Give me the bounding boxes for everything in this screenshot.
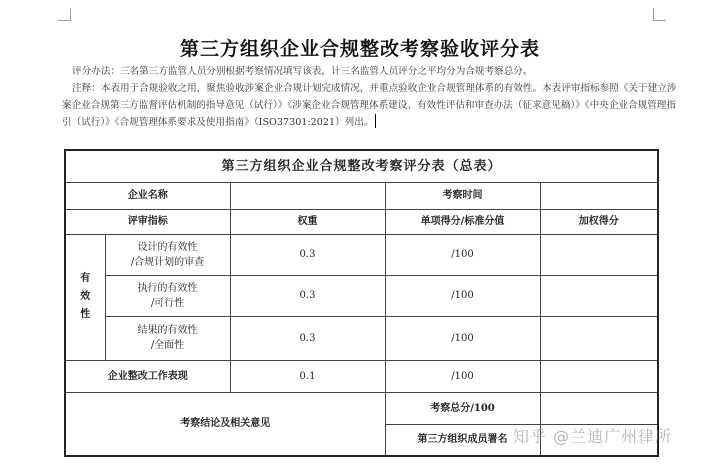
conclusion-label: 考察结论及相关意见 [65, 392, 385, 456]
weight-cell: 0.3 [230, 234, 385, 275]
score-cell[interactable]: /100 [385, 234, 540, 275]
total-score-cell[interactable] [540, 392, 658, 424]
rectification-label: 企业整改工作表现 [65, 360, 230, 392]
score-cell[interactable]: /100 [385, 360, 540, 392]
header-weight: 权重 [230, 209, 385, 234]
text-cursor [375, 114, 376, 128]
page-corner-mark [58, 8, 71, 21]
indicator-cell: 结果的有效性 /全面性 [105, 316, 230, 360]
inspection-time-cell[interactable] [540, 182, 658, 209]
weight-cell: 0.3 [230, 275, 385, 316]
header-indicator: 评审指标 [65, 209, 230, 234]
header-score: 单项得分/标准分值 [385, 209, 540, 234]
weight-cell: 0.1 [230, 360, 385, 392]
effectiveness-group-label: 有效性 [65, 234, 105, 360]
header-weighted: 加权得分 [540, 209, 658, 234]
table-caption: 第三方组织企业合规整改考察评分表（总表） [65, 150, 658, 182]
weighted-score-cell[interactable] [540, 360, 658, 392]
document-title: 第三方组织企业合规整改考察验收评分表 [179, 38, 540, 60]
score-table [64, 149, 659, 457]
scoring-method-paragraph: 评分办法：三名第三方监管人员分别根据考察情况填写该表，计三名监管人员评分之平均分为合规考察总分。 [72, 66, 533, 77]
score-cell[interactable]: /100 [385, 316, 540, 360]
total-score-label: 考察总分/100 [385, 392, 540, 424]
weighted-score-cell[interactable] [540, 275, 658, 316]
note-paragraph[interactable] [62, 80, 677, 131]
weighted-score-cell[interactable] [540, 234, 658, 275]
signature-label: 第三方组织成员署名 [385, 424, 540, 456]
page-corner-mark [653, 8, 666, 21]
company-name-label: 企业名称 [65, 182, 230, 209]
indicator-cell: 执行的有效性 /可行性 [105, 275, 230, 316]
company-name-cell[interactable] [230, 182, 385, 209]
watermark-text: 知乎 @兰迪广州律所 [513, 427, 673, 446]
indicator-cell: 设计的有效性 /合规计划的审查 [105, 234, 230, 275]
note-text: 注释：本表用于合规验收之用，聚焦验收涉案企业合规计划完成情况，并重点验收企业合规管理体系的有效性。本表评审指标参照《关于建立涉案企业合规第三方监督评估机制的指导意见（试行）》《涉案企业合规管理体系建设、有效性评估和审查办法（征求意见稿）》《中央企业合规管理指引（试行）》《合规管理体系要求及使用指南》（ISO37301:2021）列出。 [62, 83, 677, 128]
score-cell[interactable]: /100 [385, 275, 540, 316]
weighted-score-cell[interactable] [540, 316, 658, 360]
weight-cell: 0.3 [230, 316, 385, 360]
inspection-time-label: 考察时间 [385, 182, 540, 209]
